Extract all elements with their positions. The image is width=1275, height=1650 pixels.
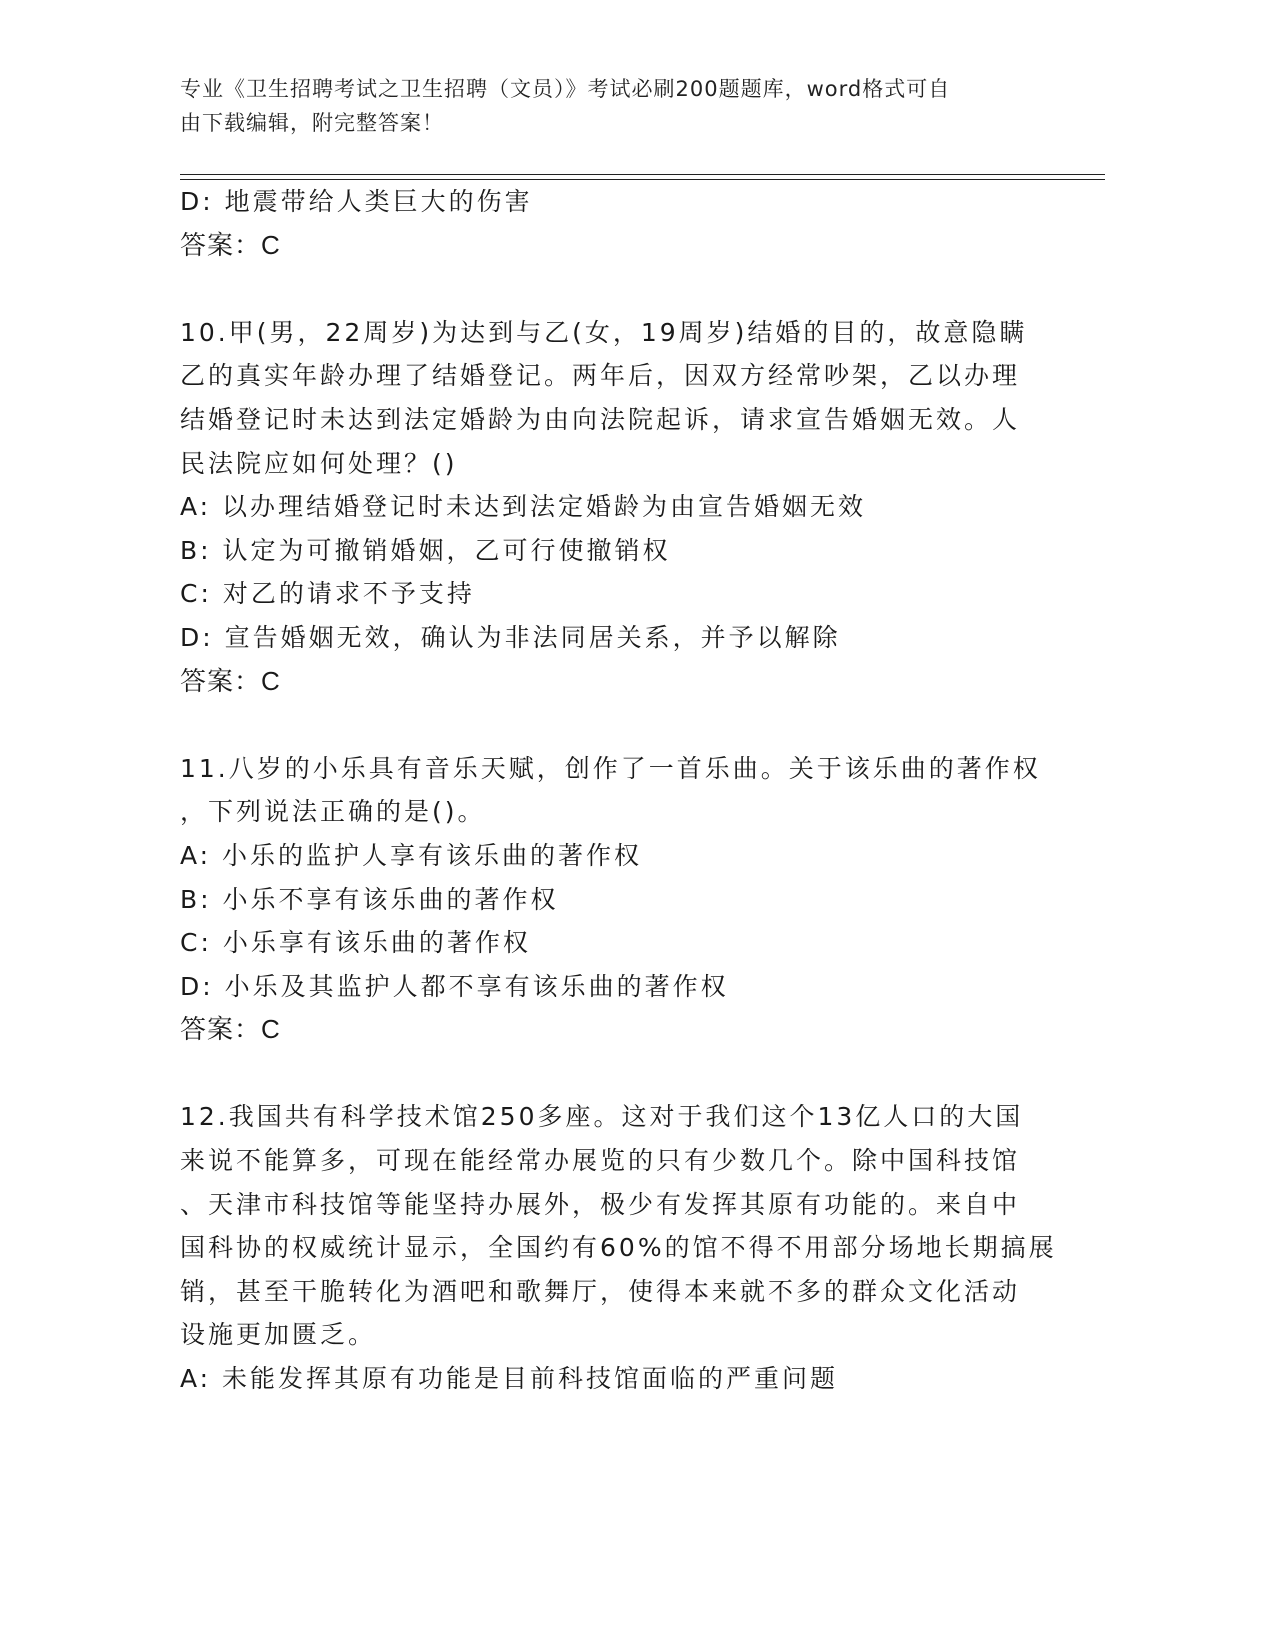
question-stem-line: 来说不能算多，可现在能经常办展览的只有少数几个。除中国科技馆 xyxy=(180,1146,1021,1176)
option-d: D: 宣告婚姻无效，确认为非法同居关系，并予以解除 xyxy=(180,622,841,652)
question-stem-line: 乙的真实年龄办理了结婚登记。两年后，因双方经常吵架，乙以办理 xyxy=(180,361,1021,391)
page-header xyxy=(180,72,1040,140)
header-line: 专业《卫生招聘考试之卫生招聘（文员）》考试必刷200题题库，word格式可自 xyxy=(180,77,951,101)
header-line: 由下载编辑，附完整答案！ xyxy=(180,111,444,135)
option-b: B: 认定为可撤销婚姻，乙可行使撤销权 xyxy=(180,535,671,565)
spacer xyxy=(180,703,1040,747)
option-a: A: 小乐的监护人享有该乐曲的著作权 xyxy=(180,840,643,870)
option-c: C: 小乐享有该乐曲的著作权 xyxy=(180,928,531,958)
question-stem-line: 结婚登记时未达到法定婚龄为由向法院起诉，请求宣告婚姻无效。人 xyxy=(180,404,1021,434)
question-stem-line: 、天津市科技馆等能坚持办展外，极少有发挥其原有功能的。来自中 xyxy=(180,1189,1021,1219)
question-12 xyxy=(180,1095,1057,1400)
question-11 xyxy=(180,747,1040,1052)
option-a: A: 未能发挥其原有功能是目前科技馆面临的严重问题 xyxy=(180,1364,839,1394)
option-d: D: 小乐及其监护人都不享有该乐曲的著作权 xyxy=(180,971,729,1001)
option-b: B: 小乐不享有该乐曲的著作权 xyxy=(180,884,559,914)
document-body xyxy=(180,180,1057,1401)
option-c: C: 对乙的请求不予支持 xyxy=(180,579,475,609)
question-stem-line: 11.八岁的小乐具有音乐天赋，创作了一首乐曲。关于该乐曲的著作权 xyxy=(180,753,1041,783)
question-stem-line: 国科协的权威统计显示，全国约有60%的馆不得不用部分场地长期搞展 xyxy=(180,1233,1057,1263)
answer-line: 答案：C xyxy=(180,229,281,260)
answer-line: 答案：C xyxy=(180,1014,281,1045)
question-stem-line: 设施更加匮乏。 xyxy=(180,1320,377,1350)
question-stem-line: 12.我国共有科学技术馆250多座。这对于我们这个13亿人口的大国 xyxy=(180,1102,1024,1132)
answer-line: 答案：C xyxy=(180,665,281,696)
question-stem-line: 10.甲(男，22周岁)为达到与乙(女，19周岁)结婚的目的，故意隐瞒 xyxy=(180,317,1028,347)
question-stem-line: ，下列说法正确的是()。 xyxy=(180,797,486,827)
spacer xyxy=(180,267,1040,311)
option-d: D: 地震带给人类巨大的伤害 xyxy=(180,187,533,216)
question-10 xyxy=(180,311,1040,703)
question-stem-line: 民法院应如何处理？() xyxy=(180,448,458,478)
option-a: A: 以办理结婚登记时未达到法定婚龄为由宣告婚姻无效 xyxy=(180,492,867,522)
question-stem-line: 销，甚至干脆转化为酒吧和歌舞厅，使得本来就不多的群众文化活动 xyxy=(180,1276,1021,1306)
spacer xyxy=(180,1052,1040,1096)
